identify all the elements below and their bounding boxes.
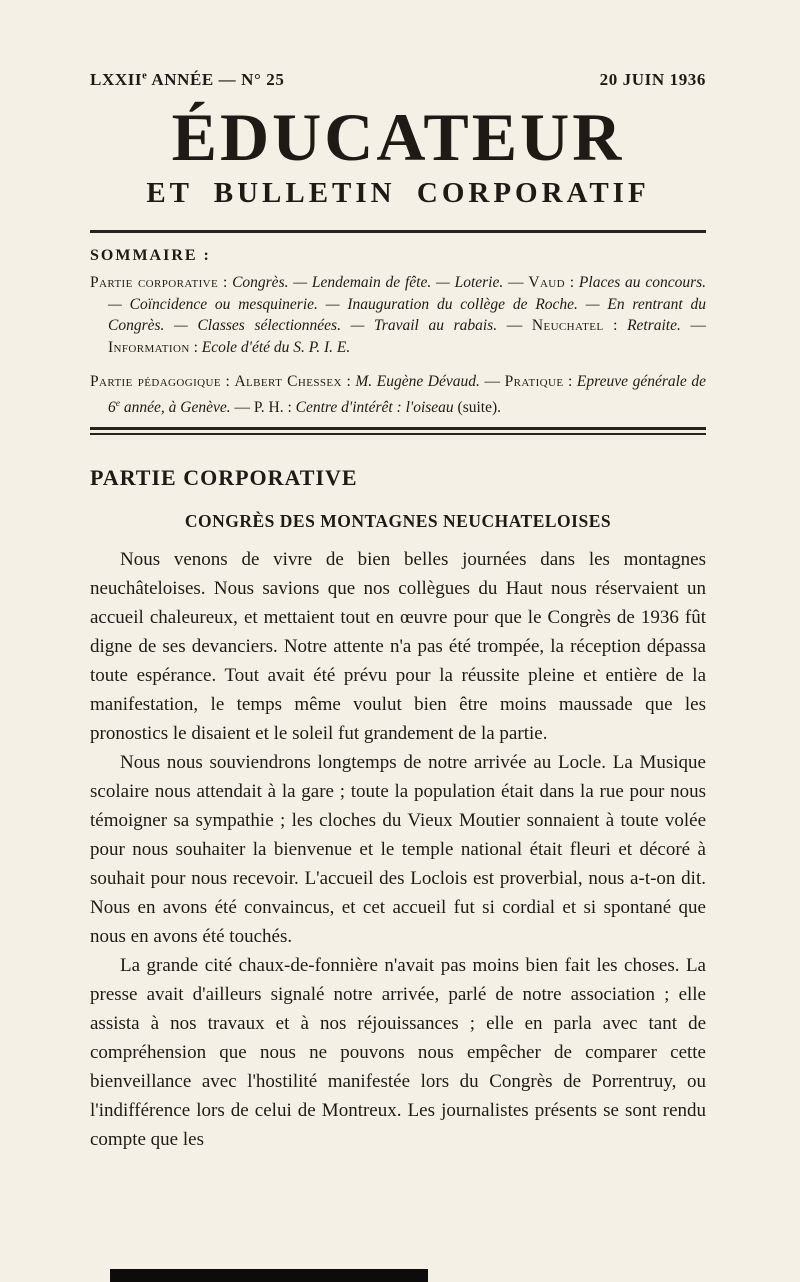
issue-row <box>90 70 706 90</box>
sommaire-heading: SOMMAIRE : <box>90 247 211 265</box>
article-title: CONGRÈS DES MONTAGNES NEUCHATELOISES <box>184 510 612 531</box>
article-paragraph: Nous venons de vivre de bien belles journées dans les montagnes neuchâteloises. Nous savions que nos collègues du Haut nous réservaient un accueil chaleureux, et mettaient tout en œuvre pour que le Congrès de 1936 fût digne de ses devanciers. Notre attente n'a pas été trompée, la réception dépassa toute espérance. Tout avait été prévu pour la réussite pleine et entière de la manifestation, le temps même voulut bien être moins maussade que les pronostics le disaient et le soleil fut grandement de la partie. <box>90 548 706 744</box>
article <box>90 465 706 1154</box>
divider-rule-double <box>90 427 706 435</box>
masthead <box>90 70 706 210</box>
article-paragraph: Nous nous souviendrons longtemps de notre arrivée au Locle. La Musique scolaire nous attendait à la gare ; toute la population était dans la rue pour nous témoigner sa sympathie ; les cloches du Vieux Moutier sonnaient à toute volée pour nous souhaiter la bienvenue et le temple national était fleuri et décoré à souhait pour nous recevoir. L'accueil des Loclois est proverbial, nous a-t-on dit. Nous en avons été convaincus, et cet accueil fut si cordial et si spontané que nous en avons été touchés. <box>90 751 706 947</box>
sommaire-section <box>90 247 706 418</box>
publication-title: ÉDUCATEUR <box>171 99 625 175</box>
section-heading: PARTIE CORPORATIVE <box>90 464 358 490</box>
scan-artifact-bar <box>110 1269 428 1282</box>
divider-rule-top <box>90 230 706 233</box>
sommaire-item-corporative: Partie corporative : Congrès. — Lendemain de fête. — Loterie. — Vaud : Places au concours. — Coïncidence ou mesquinerie. — Inauguration du collège de Roche. — En rentrant du Congrès. — Classes sélectionnées. — Travail au rabais. — Neuchatel : Retraite. — Information : Ecole d'été du S. P. I. E. <box>90 274 707 356</box>
sommaire-item-pedagogique: Partie pédagogique : Albert Chessex : M. Eugène Dévaud. — Pratique : Epreuve générale de 6e année, à Genève. — P. H. : Centre d'intérêt : l'oiseau (suite). <box>90 373 707 417</box>
publication-subtitle: ET BULLETIN CORPORATIF <box>146 177 650 210</box>
issue-number: LXXIIe ANNÉE — N° 25 <box>90 70 285 89</box>
article-paragraph: La grande cité chaux-de-fonnière n'avait pas moins bien fait les choses. La presse avait d'ailleurs signalé notre arrivée, parlé de notre association ; elle assista à nos travaux et à nos réjouissances ; elle en parla avec tant de compréhension que nous ne pouvons nous empêcher de comparer cette bienveillance avec l'hostilité manifestée lors du Congrès de Porrentruy, ou l'indifférence lors de celui de Montreux. Les journalistes présents se sont rendu compte que les <box>90 954 706 1150</box>
issue-date: 20 JUIN 1936 <box>599 70 706 89</box>
